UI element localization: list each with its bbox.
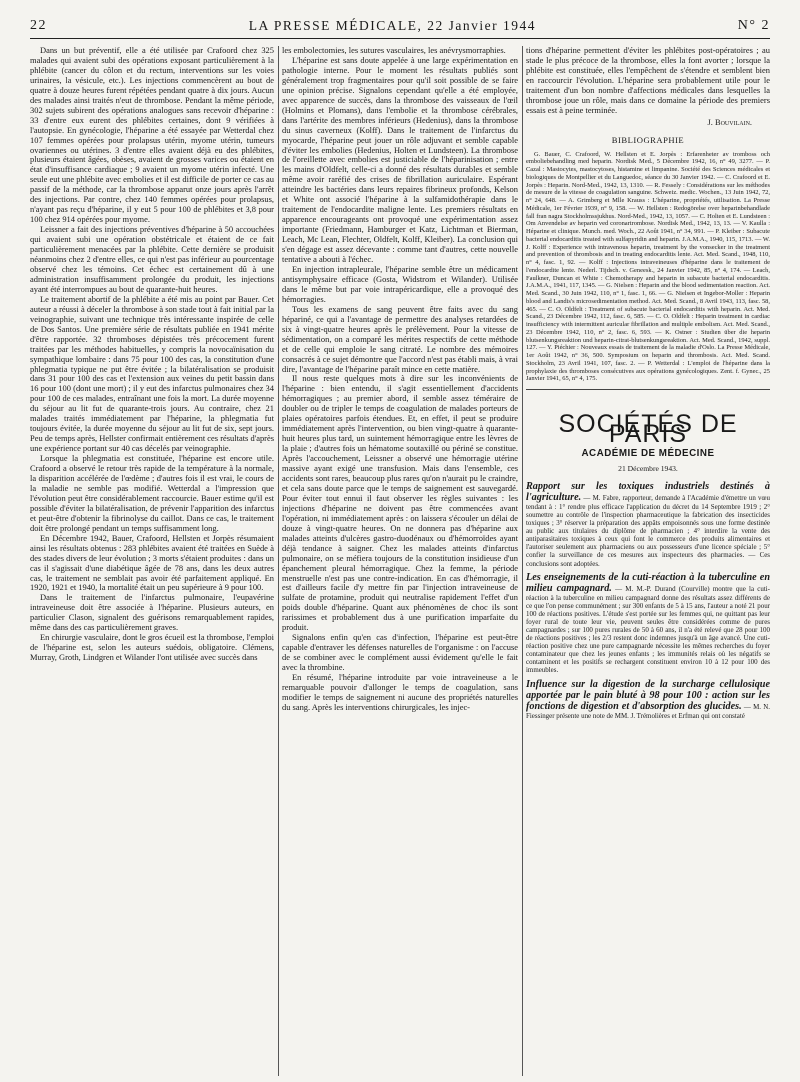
report-title: Les enseignements de la cuti-réaction à la tuberculine en milieu campagnard. xyxy=(526,571,770,594)
article-column-1 xyxy=(30,46,274,663)
report-item xyxy=(526,679,770,720)
report-text xyxy=(526,481,770,568)
report-body: — M. Fabre, rapporteur, demande à l'Académie d'émettre un vœu tendant à : 1° rendre plus efficace l'application du décret du 14 Septembre 1919 ; 2° soumettre au contrôle de l'inspection pharmaceutique la fabrication des insecticides toxiques ; 3° réserver la préparation des appâts empoisonnés sous une forme destinée au public aux titulaires du diplôme de pharmacien ; 4° interdire la vente des antiparasitaires toxiques à ceux qui font le commerce des produits alimentaires et l'autoriser seulement aux pharmaciens ou aux possesseurs d'une licence spéciale ; 5° confier la surveillance de ces mesures aux inspecteurs des pharmacies. — Ces conclusions sont adoptées. xyxy=(526,493,770,568)
author-signature: J. Bouvilain. xyxy=(707,117,752,127)
publication-title: LA PRESSE MÉDICALE, 22 Janvier 1944 xyxy=(248,18,537,33)
report-text xyxy=(526,679,770,720)
subsection-title: ACADÉMIE DE MÉDECINE xyxy=(581,447,715,459)
section-divider xyxy=(526,389,770,390)
paragraph: En chirurgie vasculaire, dont le gros écueil est la thrombose, l'emploi de l'héparine est, selon les auteurs suédois, obligatoire. Clémens, Murray, Groth, Lindgren et Wilander l'ont utilisée avec succès dans xyxy=(30,632,274,663)
paragraph: tions d'héparine permettent d'éviter les phlébites post-opératoires ; au stade le plus précoce de la thrombose, elles la font avorter ; lorsque la phlébite est constituée, elles l'empêchent de s'étendre et semblent bien en raccourcir l'évolution. L'héparine sera probablement utile pour le traitement d'un bon nombre d'affections médicales dans lesquelles la thrombose joue un rôle, mais dans ce domaine la période des premiers essais est à peine terminée. xyxy=(526,45,770,115)
paragraph: Il nous reste quelques mots à dire sur les inconvénients de l'héparine : bien entendu, il s'agit essentiellement d'accidents hémorragiques ; au premier abord, il semble assez téméraire de doubler ou de tripler le temps de coagulation de malades porteurs de plaies opératoires parfois étendues. Et, en effet, il peut se produire immédiatement après l'intervention, ou bien vingt-quatre à quarante-huit heures plus tard, un suintement hémorragique entre les lèvres de la plaie ; d'autres fois un hématome soutaxillé ou périné se constitue. Après l'accouchement, Leissner a observé une hémorragie utérine massive ayant exigé une transfusion. Mais dans l'ensemble, ces accidents sont rares, beaucoup plus rares qu'on n'aurait pu le craindre, et cela sans doute parce que le temps de saignement est sauvegardé. Pour éviter tout ennui il faut observer les règles suivantes : les injections d'héparine ne doivent pas être commencées avant l'opération, ni immédiatement après : on laissera s'écouler un délai de douze à vingt-quatre heures. On ne donnera pas d'héparine aux malades atteints d'ulcères gastro-duodénaux ou d'hémorroïdes ayant déjà tendance à saigner. Chez les malades atteints d'infarctus pulmonaire, on se méfiera toujours de la constitution insidieuse d'un épanchement pleural hémorragique. Chez la femme, la période menstruelle n'est pas une contre-indication. En cas d'hémorragie, il est d'ailleurs facile d'y mettre fin par l'injection intraveineuse de sulfate de protamine, produit qui neutralise rapidement l'effet d'un poids double d'héparine. Quant aux phénomènes de choc ils sont rarissimes et probablement dus à une purification imparfaite du produit. xyxy=(282,373,518,633)
paragraph: Tous les examens de sang peuvent être faits avec du sang hépariné, ce qui a l'avantage de permettre des analyses retardées de six à vingt-quatre heures après le prélèvement. Pour la vitesse de sédimentation, on a comparé les mérites respectifs de cette méthode et de celle qui emploie le sang citraté. Le nombre des mémoires consacrés à ce sujet démontre que l'accord n'est pas établi mais, à vrai dire, l'avantage de l'héparine paraît mince en cette matière. xyxy=(282,303,518,374)
paragraph: En Décembre 1942, Bauer, Crafoord, Hellsten et Jorpès résumaient ainsi les résultats obtenus : 283 phlébites avaient été traitées en Suède à des stades divers de leur évolution ; 3 morts s'étaient produites : dans un cas il s'agissait d'une diabétique âgée de 78 ans, dans les deux autres cas, le traitement ne semblait pas avoir été parfaitement appliqué. En 1920, 1921 et 1940, la mortalité était un peu supérieure à 9 pour 100. xyxy=(30,532,274,593)
paragraph: Le traitement abortif de la phlébite a été mis au point par Bauer. Cet auteur a réussi à déceler la thrombose à son stade tout à fait initial par la veinographie, suivant une technique très intéressante inspirée de celle de Dos Santos. Une première série de résultats publiée en 1941 mérite d'être rapportée. 32 thromboses dépistées très précocement furent traitées par les méthodes habituelles, y compris la novocaïnisation du sympathique lombaire : dans 75 pour 100 des cas, la constitution d'une phlegmatia typique ne put être évitée ; la bilatéralisation se produisit dans 31 pour 100 des cas et l'extension aux veines du petit bassin dans 16 pour 100 (dont une mort) ; il y eut des infarctus pulmonaires chez 34 pour 100 de ces malades, entraînant une fois la mort. La durée moyenne du séjour au lit fut de quarante-trois jours. Au contraire, chez 21 malades traités immédiatement par l'héparine, la phlegmatia fut toujours évitée, la durée moyenne du séjour au lit fut de six, sept jours. Peu de temps après, Hellster confirmait entièrement ces résultats d'après une expérience portant sur 40 cas décelés par veinographie. xyxy=(30,293,274,454)
bibliography-heading: BIBLIOGRAPHIE xyxy=(611,134,685,145)
report-body: — M. N. Fiessinger présente une note de MM. J. Trémolières et Erfman qui ont constaté xyxy=(526,702,771,720)
issue-number: N° 2 xyxy=(737,18,770,33)
page-header xyxy=(30,12,770,39)
report-body: — M. M.-P. Durand (Courville) montre que la cuti-réaction à la tuberculine en milieu campagnard donne des résultats assez différents de ce que l'on pense communément ; sur 300 enfants de 5 à 15 ans, l'auteur a noté 21 pour 100 de réactions positives. L'étude s'est portée sur les femmes qui, ne quittant pas leur foyer rural de toute leur vie, peuvent seules être considérées comme de pures campagnardes ; sur 100 pures rurales de 50 à 60 ans, il n'a été relevé que 28 pour 100 de réactions positives ; les 2/3 restent donc indemnes jusqu'à un âge avancé. Une cuti-réaction positive chez une pure campagnarde nécessite les mêmes recherches du foyer contaminateur que chez les jeunes enfants ; les immunités relais où les négatifs se contaminent et les positifs se rechargent constituent environ 10 à 12 pour 100 des immeubles. xyxy=(526,584,770,675)
paragraph: L'héparine est sans doute appelée à une large expérimentation en pathologie interne. Pour le moment les résultats publiés sont généralement trop fragmentaires pour qu'il soit possible de se faire une opinion précise. Signalons cependant qu'elle a été employée, avec apparence de succès, dans la thrombose des vaisseaux de l'œil (Holmins et Plomans), dans l'embolie et la thrombose cérébrales, dans l'artérite des membres inférieurs (Hedenius), dans la thrombose du sinus caverneux (Kolff). Dans le traitement de l'infarctus du myocarde, l'héparine peut jouer un rôle adjuvant et semble capable d'éviter les embolies (Hedenius, Holten et Lundsteen). La thrombose de l'oreillette avec embolies est justiciable de l'héparinisation ; entre les mains d'Oldfelt, celle-ci a donné des résultats durables et semble même avoir raréfié des crises de fibrillation auriculaire. Espérant atteindre les bactéries dans leurs repaires fibrineux profonds, Kelson et White ont associé l'héparine à la sulfamidothérapie dans le traitement de l'endocardite maligne lente. Les premiers résultats en apparence encourageants ont provoqué une expérimentation assez importante (Friedmann, Hamburger et Katz, Lichtman et Bierman, Leach, Mc Lean, Flechter, Oldfelt, Kolff, Kleiber). La conclusion qui s'en dégage est assez décevante : comme tant d'autres, cette nouvelle tentative a abouti à l'échec. xyxy=(282,54,518,265)
paragraph: Dans un but préventif, elle a été utilisée par Crafoord chez 325 malades qui avaient subi des opérations exposant particulièrement à la phlébite (cancer du côlon et du rectum, interventions sur les voies urinaires, la vésicule, etc.). Les injections commencèrent au bout de quatre à douze heures furent répétées pendant quatre à dix jours. Aucun des malades ainsi traités n'eut de thrombose. Pendant la même période, 302 sujets subirent des opérations analogues sans recevoir d'héparine : 33 d'entre eux eurent des phlébites certaines, dont 9 vérifiées à l'autopsie. En gynécologie, l'héparine a été essayée par Wetterdal chez 107 femmes opérées pour prolapsus utérin, myome utérin, tumeurs ovariennes ou utérines. 3 d'entre elles avaient déjà eu des phlébites, plusieurs étaient âgées, obèses, avaient de grosses varices ou étaient en état d'insuffisance cardiaque ; 9 avaient un myome utérin infecté. Une seule eut une phlébite avec embolies et il est difficile de porter ce cas au passif de la méthode, car la thrombose apparut onze jours après l'arrêt des injections. Par contre, chez 140 femmes opérées pour prolapsus, n'ayant pas reçu d'héparine, il y eut 5 pour 100 de phlébites et 3,8 pour 100 chez 914 opérées pour myome. xyxy=(30,45,274,225)
paragraph: Lorsque la phlegmatia est constituée, l'héparine est encore utile. Crafoord a observé le retour très rapide de la température à la normale, la disparition accélérée de l'œdème ; d'autres fois il est vrai, le cours de la maladie ne semble pas modifié. Wetterdal a l'impression que l'évolution peut être considérablement raccourcie. Bauer estime qu'il est possible d'éviter la bilatéralisation, de prévenir l'apparition des infarctus et peut-être d'obtenir la fibrinolyse du caillot. Dans ce cas, le traitement doit être prolongé pendant un temps suffisamment long. xyxy=(30,453,274,533)
report-text xyxy=(526,572,770,675)
page-number: 22 xyxy=(30,18,47,33)
paragraph: Signalons enfin qu'en cas d'infection, l'héparine est peut-être capable d'entraver les défenses naturelles de l'organisme : on l'accuse de se combiner avec le complément aussi évidement qu'elle le fait avec la thrombine. xyxy=(282,632,518,673)
column-divider xyxy=(278,46,279,1076)
paragraph: Leissner a fait des injections préventives d'héparine à 50 accouchées qui avaient subi une opération obstétricale et étaient de ce fait particulièrement menacées par la phlébite. Cette dernière se produisit néanmoins chez 2 d'entre elles, ce qui n'est pas inférieur au pourcentage observé chez les témoins. Cet échec est certainement dû à une administration insuffisamment prolongée du produit, les injections ayant été interrompues au bout de quarante-huit heures. xyxy=(30,224,274,294)
article-column-2 xyxy=(282,46,518,713)
bibliography-text: G. Bauer, C. Crafoord, W. Hellsten et E. Jorpès : Erfarenheter av tromboss och emboliebehandling med heparin. Nordisk Med., 5 Décembre 1942, 16, n° 49, 3277. — P. Cazal : Mastocytes, mastocytoses, histamine et limpanine. Société des Sciences médicales et biologiques de Montpellier et du Languedoc, séance du 30 Janvier 1942. — C. Crafoord et E. Jorpès : Heparin. Nord-Med., 1942, 13, 1310. — R. Fessely : Considérations sur les méthodes de mesure de la vitesse de coagulation sanguine. Schweiz. medic. Wochen., 13 Juin 1942, 72, n° 24, 648. — A. Grimberg et Mlle Krauss : L'héparine, propriétés, utilisation. La Presse Médicale, 1er Février 1939, n° 9, 158. — W. Hellsten : Redogörelse over heparinbehandlade fall fran nagra Stockholmssjukhus. Nord-Med., 1942, 13, 1057. — C. Holten et E. Lundsteen : Om Anvendelse av heparin ved coronartrombose. Nordisk Med., 1942, 13, 13. — V. Kaulla : Héparine et clinique. Munch. med. Woch., 22 Août 1941, n° 34, 991. — P. Kleiber : Subacute bacterial endocarditis treated with sulfapyridin and heparin. J.A.M.A., 1940, 115, 1713. — W. J. Kolff : Experience with intravenous heparin, treatment by the vonsecker in the treatment and prevention of thrombosis and in treating endocarditis lente. Act. Med. Scand., 1948, 110, n° 4, fasc. 1, 92. — Kolff : Injections intraveineuses d'héparine dans le traitement de l'endocardite lente. Nederl. Tijdsch. v. Geneesk., 24 Janvier 1942, 85, n° 4, 174. — Leach, Faulkner, Duncan et White : Chemotherapy and heparin in subacute bacterial endocarditis. J.A.M.A., 1941, 117, 1345. — G. Nielsen : Heparin and the blood sedimentation reaction. Act. Med. Scand., 30 Juin 1942, 110, n° 1, fasc. 1, 66. — G. Nielsen et Ingebor-Moller : Heparin blood and Landis's microsedimentation method. Act. Med. Scand., 8 Avril 1943, 113, fasc. 58, 465. — C. O. Oldfelt : Treatment of subacute bacterial endocarditis with heparin. Act. Med. Scand., 23 Décembre 1942, 112, fasc. 6, 585. — C. O. Oldfelt : Heparin treatment in cardiac insufficiency with intermittent auricular fibrillation and multiple embolism. Act. Med. Scand., 23 Décembre 1942, 110, n° 2, fasc. 6, 593. — K. Ostner : Studien über die heparin blutsenkungsreaktion und heparin-citrat-blutsenkungsreaktion. Act. Med. Scand., 1942, suppl. 127. — Y. Piéchier : Nouveaux essais de traitement de la maladie d'Oslo. La Presse Médicale, 1er Août 1942, n° 36, 500. Symposium on heparin and thrombosis. Act. Med. Scand. Stockholm, 23 Avril 1941, 107, fasc. 2. — P. Wetterdal : L'emploi de l'héparine dans la prophylaxie des thromboses consécutives aux opérations gynécologiques. Zent. f. Gynec., 25 Janvier 1941, 65, n° 4, 175. xyxy=(526,150,770,383)
column-divider xyxy=(522,46,523,1076)
paragraph: En injection intrapleurale, l'héparine semble être un médicament antisymphysaire efficace (Gosta, Widstrom et Wilander). Utilisée dans le même but par voie intrapéricardique, elle a provoqué des hémorragies. xyxy=(282,263,518,304)
report-item xyxy=(526,572,770,675)
report-title: Rapport sur les toxiques industriels destinés à l'agriculture. xyxy=(526,480,770,503)
report-item xyxy=(526,481,770,568)
paragraph: Dans le traitement de l'infarctus pulmonaire, l'eupavérine intraveineuse doit être associée à l'héparine. Plusieurs auteurs, en particulier Clason, signalent des guérisons remarquablement rapides, même dans des cas particulièrement graves. xyxy=(30,592,274,633)
bibliography xyxy=(526,151,770,384)
session-date: 21 Décembre 1943. xyxy=(618,463,678,473)
article-column-3 xyxy=(526,46,770,724)
paragraph: En résumé, l'héparine introduite par voie intraveineuse a le remarquable pouvoir d'allonger le temps de coagulation, sans modifier le temps de saignement ni aucune des propriétés naturelles du sang. Après les interventions chirurgicales, les injec- xyxy=(282,672,518,712)
section-title: SOCIÉTÉS DE PARIS xyxy=(558,410,738,449)
report-title: Influence sur la digestion de la surcharge cellulosique apportée par le pain bluté à 98 pour 100 : action sur les fonctions de digestion et d'absorption des glucides. xyxy=(526,678,770,712)
paragraph: les embolectomies, les sutures vasculaires, les anévrysmorraphies. xyxy=(282,45,506,55)
